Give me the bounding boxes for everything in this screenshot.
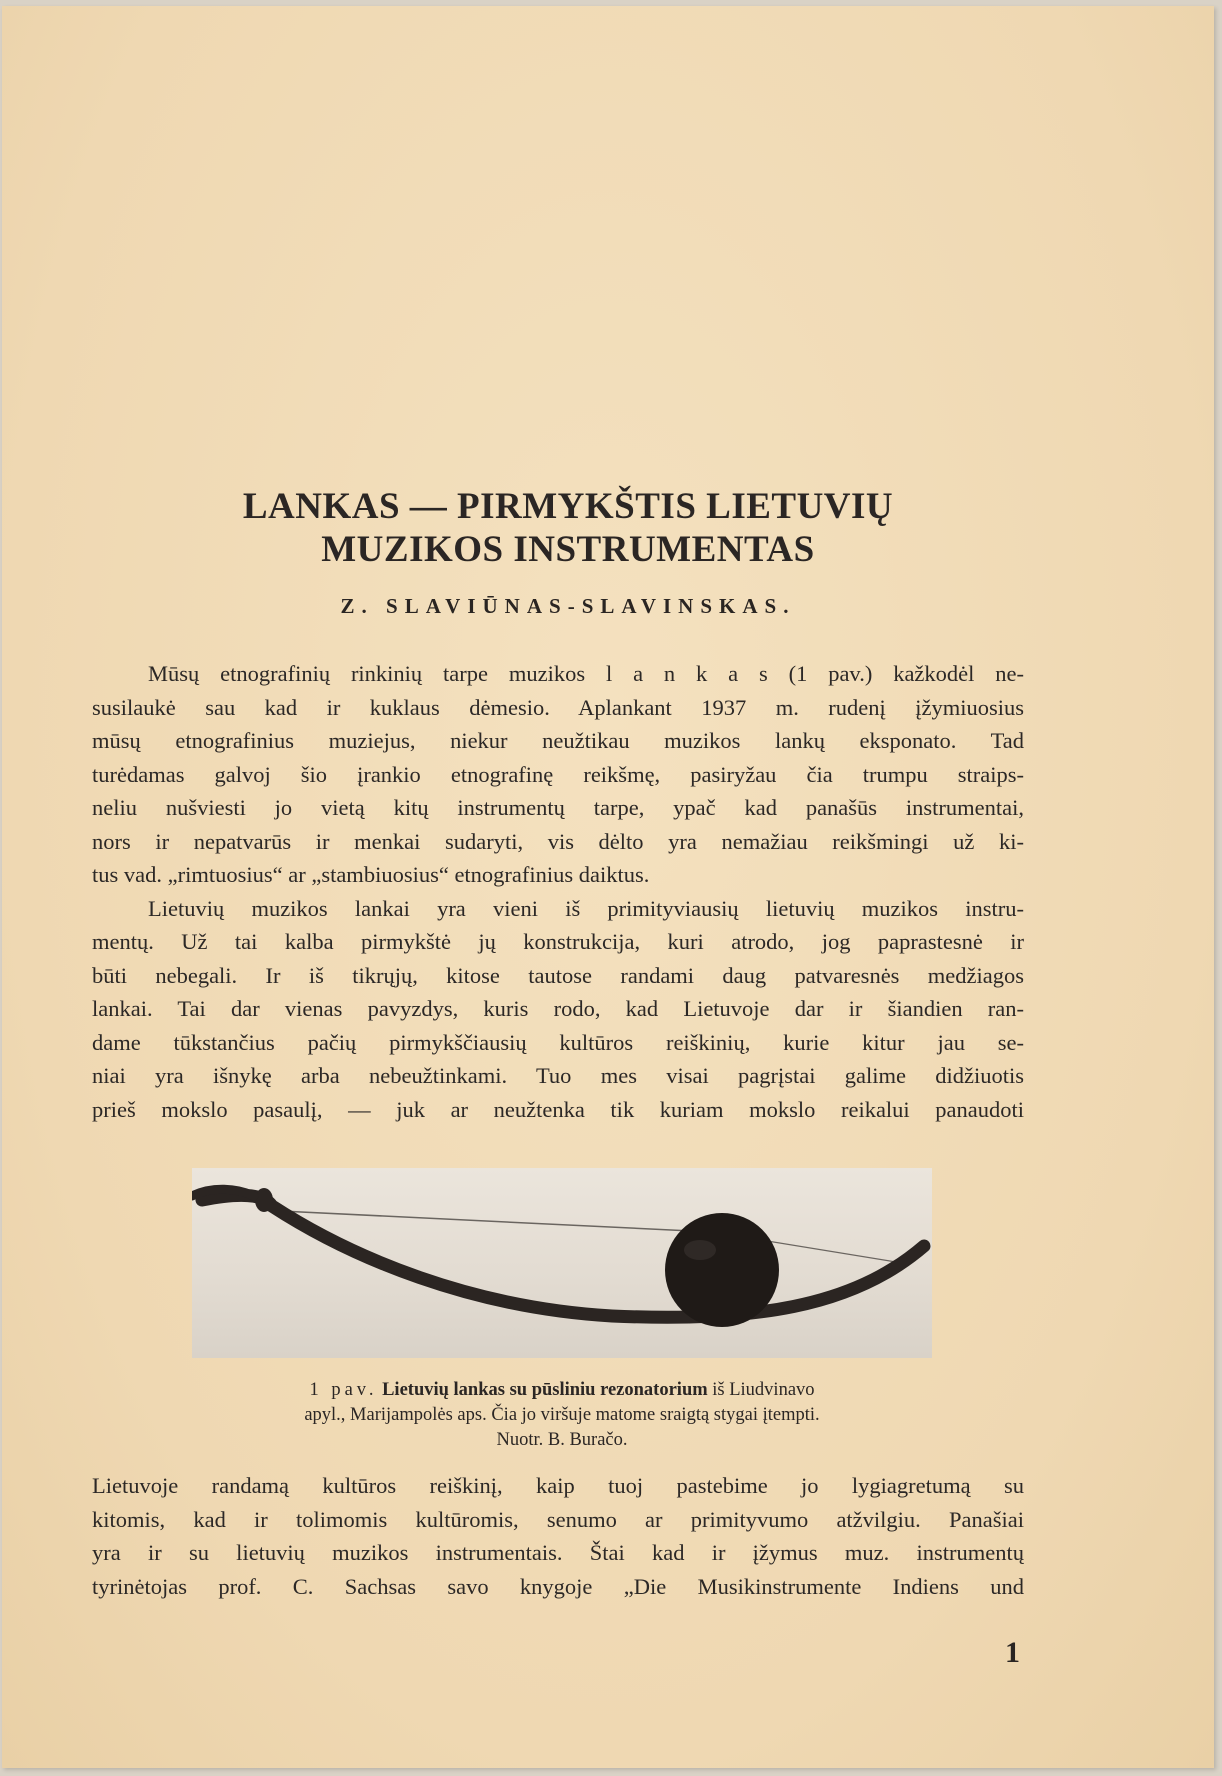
caption-line-3: Nuotr. B. Buračo. bbox=[496, 1430, 628, 1450]
caption-line-1 bbox=[152, 1378, 972, 1403]
text-line: lankai. Tai dar vienas pavyzdys, kuris rodo, kad Lietuvoje dar ir šiandien ran- bbox=[92, 996, 1024, 1021]
article-title-line-1: LANKAS — PIRMYKŠTIS LIETUVIŲ bbox=[242, 486, 894, 527]
text-line: būti nebegali. Ir iš tikrųjų, kitose tautose randami daug patvaresnės medžiagos bbox=[92, 962, 1024, 988]
musical-bow-photo bbox=[192, 1168, 932, 1358]
caption-bold-text: Lietuvių lankas su pūsliniu rezonatorium bbox=[382, 1380, 708, 1400]
text-line: Lietuvių muzikos lankai yra vieni iš primityviausių lietuvių muzikos instru- bbox=[148, 895, 1024, 921]
text-line: Lietuvoje randamą kultūros reiškinį, kaip tuoj pastebime jo lygiagretumą su bbox=[92, 1473, 1024, 1498]
caption-line-2: apyl., Marijampolės aps. Čia jo viršuje matome sraigtą stygai įtempti. bbox=[304, 1405, 820, 1425]
text-line: turėdamas galvoj šio įrankio etnografinę reikšmę, pasiryžau čia trumpu straips- bbox=[92, 761, 1024, 787]
text-line: prieš mokslo pasaulį, — juk ar neužtenka tik kuriam mokslo reikalui panaudoti bbox=[92, 1096, 1024, 1122]
text-line: mentų. Už tai kalba pirmykštė jų konstrukcija, kuri atrodo, jog paprastesnė ir bbox=[92, 929, 1024, 954]
text-line: dame tūkstančius pačių pirmykščiausių kultūros reiškinių, kurie kitur jau se- bbox=[92, 1029, 1024, 1055]
article-title-line-2: MUZIKOS INSTRUMENTAS bbox=[321, 529, 815, 570]
text-line: neliu nušviesti jo vietą kitų instrumentų tarpe, ypač kad panašūs instrumentai, bbox=[92, 795, 1024, 820]
text-line: nors ir nepatvarūs ir menkai sudaryti, vis dėlto yra nemažiau reikšmingi už ki- bbox=[92, 828, 1024, 854]
page bbox=[2, 6, 1214, 1768]
text-line: kitomis, kad ir tolimomis kultūromis, senumo ar primityvumo atžvilgiu. Panašiai bbox=[92, 1506, 1024, 1532]
text-line: tyrinėtojas prof. C. Sachsas savo knygoje „Die Musikinstrumente Indiens und bbox=[92, 1573, 1024, 1599]
body-text-top bbox=[92, 657, 1024, 1126]
text-line: yra ir su lietuvių muzikos instrumentais. Štai kad ir įžymus muz. instrumentų bbox=[92, 1540, 1024, 1565]
figure-caption bbox=[152, 1378, 972, 1453]
page-number: 1 bbox=[1005, 1636, 1020, 1669]
body-text-bottom bbox=[92, 1469, 1024, 1603]
text-line: mūsų etnografinius muziejus, niekur neužtikau muzikos lankų eksponato. Tad bbox=[92, 728, 1024, 753]
text-line: Mūsų etnografinių rinkinių tarpe muzikos l a n k a s (1 pav.) kažkodėl ne- bbox=[148, 661, 1024, 686]
article-author: Z. SLAVIŪNAS-SLAVINSKAS. bbox=[340, 594, 796, 618]
text-line: niai yra išnykę arba nebeužtinkami. Tuo mes visai pagrįstai galime didžiuotis bbox=[92, 1063, 1024, 1088]
text-line: susilaukė sau kad ir kuklaus dėmesio. Aplankant 1937 m. rudenį įžymiuosius bbox=[92, 694, 1024, 720]
musical-bow-illustration bbox=[192, 1168, 932, 1358]
caption-label: 1 pav. bbox=[309, 1380, 378, 1400]
caption-text: iš Liudvinavo bbox=[707, 1380, 815, 1400]
text-line: tus vad. „rimtuosius“ ar „stambiuosius“ etnografinius daiktus. bbox=[92, 862, 650, 887]
